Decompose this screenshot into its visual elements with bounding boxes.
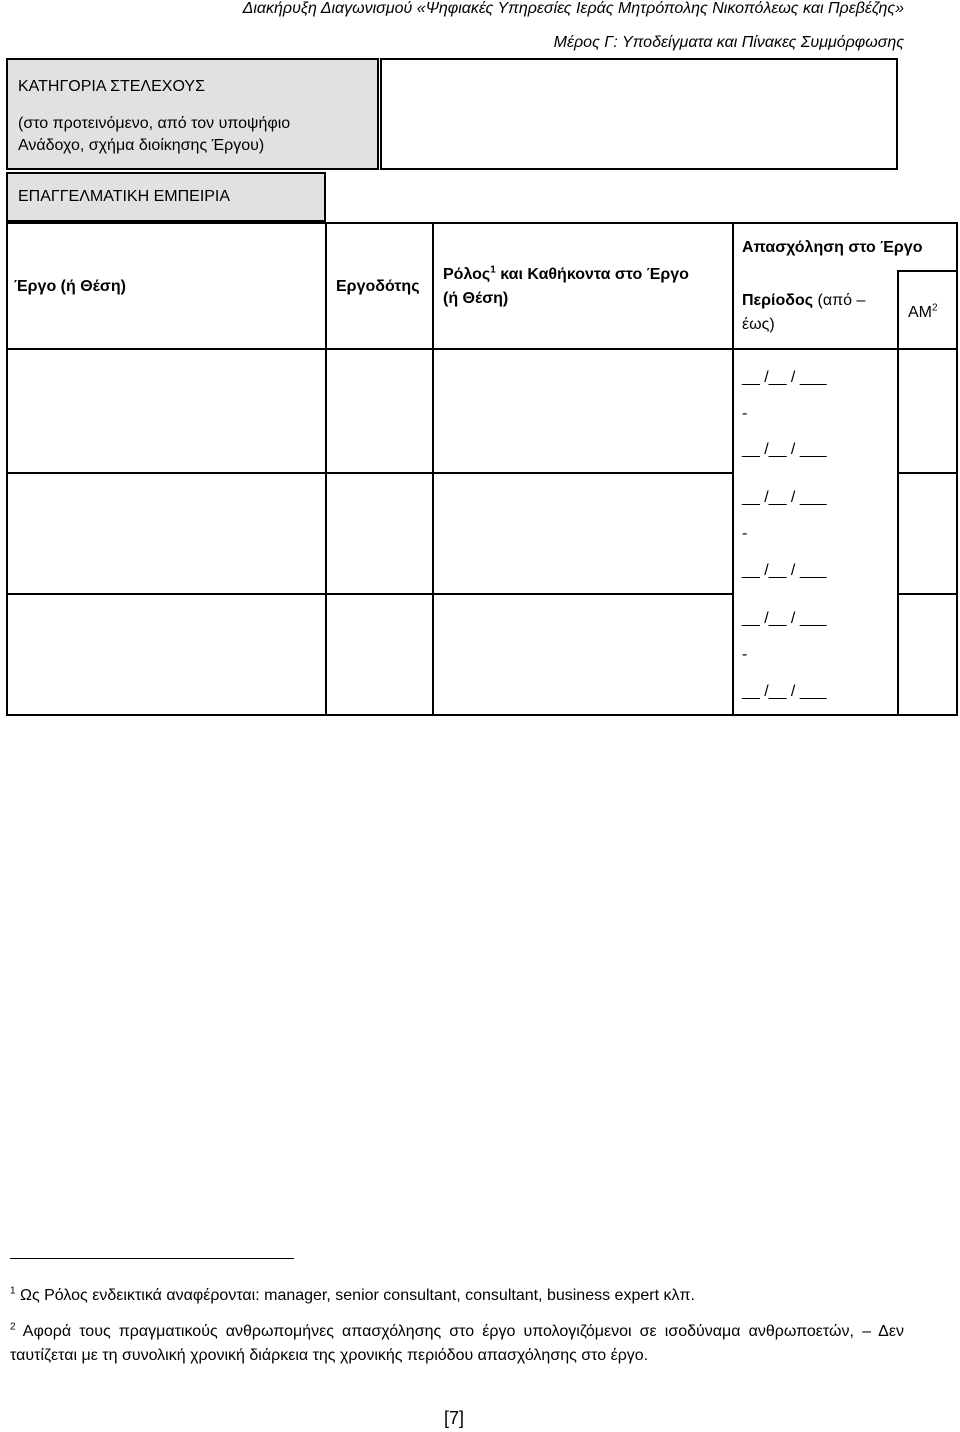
col-divider-4 bbox=[897, 270, 899, 716]
row-divider-2-am bbox=[898, 593, 958, 595]
col-header-role: Ρόλος$^1$ και Καθήκοντα στο Έργο bbox=[443, 264, 689, 283]
document-header-title: Διακήρυξη Διαγωνισμού «Ψηφιακές Υπηρεσίες Ιεράς Μητρόπολης Νικοπόλεως και Πρεβέζης» bbox=[242, 0, 904, 17]
row2-date-to[interactable]: __ /__ / ___ bbox=[742, 562, 827, 579]
col-header-employer: Εργοδότης bbox=[336, 278, 420, 295]
page-number: [7] bbox=[444, 1408, 465, 1428]
col-header-am: $AM^2$ bbox=[908, 302, 938, 321]
row1-date-from[interactable]: __ /__ / ___ bbox=[742, 369, 827, 386]
col-divider-3 bbox=[732, 222, 734, 716]
col-divider-2 bbox=[432, 222, 434, 716]
row-divider-1 bbox=[6, 472, 732, 474]
footnote-separator bbox=[10, 1258, 294, 1259]
category-subtitle-line2: Ανάδοχο, σχήμα διοίκησης Έργου) bbox=[18, 137, 265, 154]
col-header-role-line2: (ή Θέση) bbox=[443, 290, 509, 307]
am-cell-top bbox=[898, 270, 958, 272]
col-header-period-line2: έως) bbox=[742, 316, 775, 333]
col-divider-1 bbox=[325, 222, 327, 716]
col-header-project: Έργο (ή Θέση) bbox=[14, 278, 126, 295]
row-divider-1-am bbox=[898, 472, 958, 474]
table-header-divider bbox=[6, 348, 958, 350]
row2-date-separator: - bbox=[742, 525, 748, 542]
row1-date-separator: - bbox=[742, 405, 748, 422]
row3-date-from[interactable]: __ /__ / ___ bbox=[742, 610, 827, 627]
experience-label: ΕΠΑΓΓΕΛΜΑΤΙΚΗ ΕΜΠΕΙΡΙΑ bbox=[18, 188, 231, 205]
document-header-section: Μέρος Γ: Υποδείγματα και Πίνακες Συμμόρφωσης bbox=[553, 34, 904, 51]
row3-date-to[interactable]: __ /__ / ___ bbox=[742, 683, 827, 700]
col-header-employment: Απασχόληση στο Έργο bbox=[742, 239, 923, 256]
row1-date-to[interactable]: __ /__ / ___ bbox=[742, 441, 827, 458]
row2-date-from[interactable]: __ /__ / ___ bbox=[742, 489, 827, 506]
footnote-1: $^1$ Ως Ρόλος ενδεικτικά αναφέρονται: manager, senior consultant, consultant, business expert κλπ. bbox=[10, 1285, 695, 1304]
category-title: ΚΑΤΗΓΟΡΙΑ ΣΤΕΛΕΧΟΥΣ bbox=[18, 78, 205, 95]
row-divider-2 bbox=[6, 593, 732, 595]
footnote-2: $^2$ Αφορά τους πραγματικούς ανθρωπομήνες απασχόλησης στο έργο υπολογιζόμενοι σε ισοδύναμα ανθρωποετών, – Δεν ταυτίζεται με τη συνολική χρονική διάρκεια της χρονικής περιόδου απασχόλησης στο έργο. bbox=[10, 1321, 905, 1364]
row3-date-separator: - bbox=[742, 646, 748, 663]
category-subtitle-line1: (στο προτεινόμενο, από τον υποψήφιο bbox=[18, 115, 291, 132]
col-header-period: Περίοδος (από – bbox=[742, 292, 866, 309]
category-value-field[interactable] bbox=[380, 58, 898, 170]
